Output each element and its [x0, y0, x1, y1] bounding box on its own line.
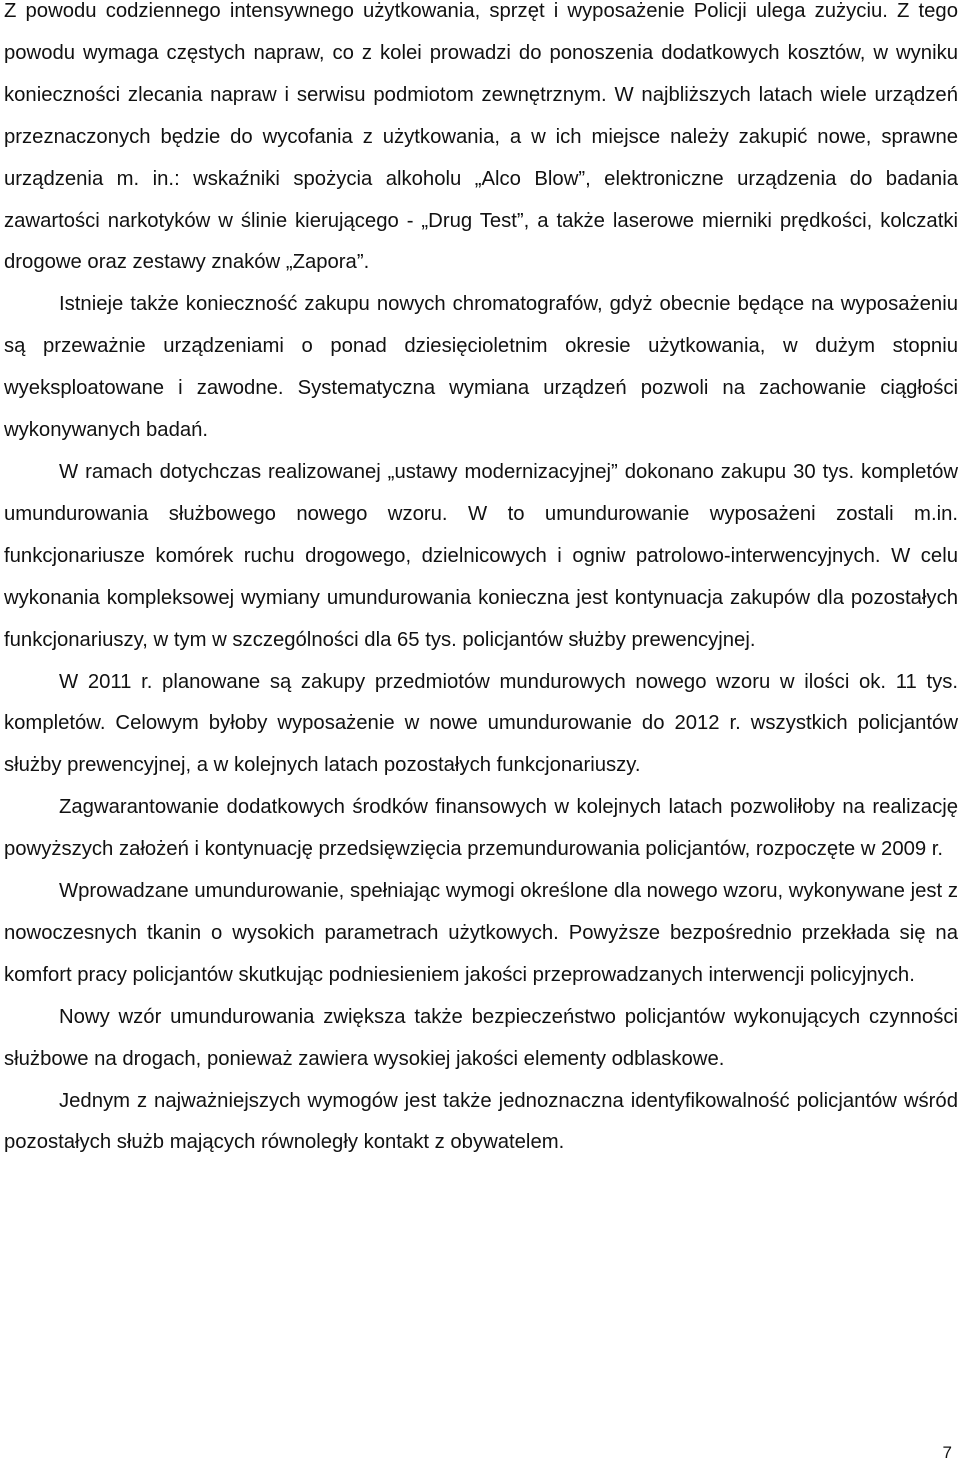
page-number: 7	[942, 1443, 952, 1462]
paragraph-new-uniform-fabrics: Wprowadzane umundurowanie, spełniając wymogi określone dla nowego wzoru, wykonywane jest z nowoczesnych tkanin o wysokich parametrach użytkowych. Powyższe bezpośrednio przekłada się na komfort pracy policjantów skutkując podniesieniem jakości przeprowadzanych interwencji policyjnych.	[4, 880, 958, 986]
paragraph-2011-plans: W 2011 r. planowane są zakupy przedmiotów mundurowych nowego wzoru w ilości ok. 11 tys. kompletów. Celowym byłoby wyposażenie w nowe umundurowanie do 2012 r. wszystkich policjantów służby prewencyjnej, a w kolejnych latach pozostałych funkcjonariuszy.	[4, 670, 958, 777]
document-page	[4, 0, 958, 1164]
paragraph-equipment-wear: Z powodu codziennego intensywnego użytkowania, sprzęt i wyposażenie Policji ulega zużyciu. Z tego powodu wymaga częstych napraw, co z kolei prowadzi do ponoszenia dodatkowych kosztów, w wyniku konieczności zlecania napraw i serwisu podmiotom zewnętrznym. W najbliższych latach wiele urządzeń przeznaczonych będzie do wycofania z użytkowania, a w ich miejsce należy zakupić nowe, sprawne urządzenia m. in.: wskaźniki spożycia alkoholu „Alco Blow”, elektroniczne urządzenia do badania zawartości narkotyków w ślinie kierującego - „Drug Test”, a także laserowe mierniki prędkości, kolczatki drogowe oraz zestawy znaków „Zapora”.	[4, 0, 958, 274]
paragraph-identifiability: Jednym z najważniejszych wymogów jest także jednoznaczna identyfikowalność policjantów wśród pozostałych służb mających równoległy kontakt z obywatelem.	[4, 1089, 958, 1154]
paragraph-reflective-elements: Nowy wzór umundurowania zwiększa także bezpieczeństwo policjantów wykonujących czynności służbowe na drogach, ponieważ zawiera wysokiej jakości elementy odblaskowe.	[4, 1005, 958, 1070]
paragraph-uniform-purchase: W ramach dotychczas realizowanej „ustawy modernizacyjnej” dokonano zakupu 30 tys. kompletów umundurowania służbowego nowego wzoru. W to umundurowanie wyposażeni zostali m.in. funkcjonariusze komórek ruchu drogowego, dzielnicowych i ogniw patrolowo-interwencyjnych. W celu wykonania kompleksowej wymiany umundurowania konieczna jest kontynuacja zakupów dla pozostałych funkcjonariuszy, w tym w szczególności dla 65 tys. policjantów służby prewencyjnej.	[4, 460, 958, 651]
paragraph-chromatographs: Istnieje także konieczność zakupu nowych chromatografów, gdyż obecnie będące na wyposażeniu są przeważnie urządzeniami o ponad dziesięcioletnim okresie użytkowania, w dużym stopniu wyeksploatowane i zawodne. Systematyczna wymiana urządzeń pozwoli na zachowanie ciągłości wykonywanych badań.	[4, 293, 958, 442]
paragraph-additional-funds: Zagwarantowanie dodatkowych środków finansowych w kolejnych latach pozwoliłoby na realizację powyższych założeń i kontynuację przedsięwzięcia przemundurowania policjantów, rozpoczęte w 2009 r.	[4, 796, 958, 861]
